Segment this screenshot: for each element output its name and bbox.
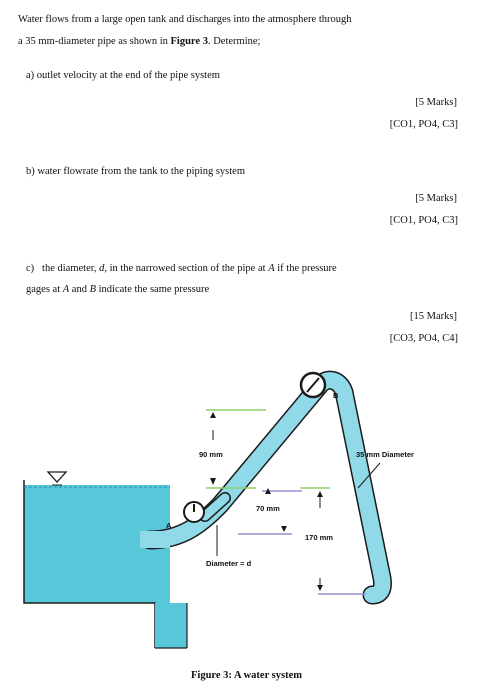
label-170mm: 170 mm	[305, 533, 333, 542]
question-c-line-1	[26, 263, 337, 276]
question-c-A2: A	[62, 284, 70, 295]
question-c-B: B	[89, 284, 97, 295]
question-b-text: water flowrate from the tank to the piping system	[37, 166, 245, 177]
dim-170-arrowhead-down	[317, 585, 323, 591]
question-b-co: [CO1, PO4, C3]	[389, 215, 458, 226]
question-c-A: A	[268, 263, 275, 274]
dim-170-arrowhead-up	[317, 491, 323, 497]
intro-line-2	[18, 36, 260, 49]
intro-line-1	[18, 14, 352, 27]
dim-90-arrowhead-up	[210, 412, 216, 418]
question-c-l1-pre: the diameter,	[42, 263, 100, 274]
question-c-co: [CO3, PO4, C4]	[389, 333, 458, 344]
figure-reference: Figure 3	[170, 36, 208, 47]
question-b-marks: [5 Marks]	[415, 193, 457, 204]
question-c-marks: [15 Marks]	[410, 311, 457, 322]
question-a-prefix: a)	[26, 70, 35, 81]
label-b: B	[333, 391, 339, 400]
water-system-figure	[0, 360, 493, 660]
free-surface-marker-icon	[48, 472, 66, 482]
label-90mm: 90 mm	[199, 450, 223, 459]
intro-line-2-post: . Determine;	[207, 36, 261, 47]
question-a-marks: [5 Marks]	[415, 97, 457, 108]
dim-90-arrowhead-down	[210, 478, 216, 485]
question-a	[26, 70, 220, 83]
question-a-co: [CO1, PO4, C3]	[389, 119, 458, 130]
label-70mm: 70 mm	[256, 504, 280, 513]
intro-line-1-text: Water flows from a large open tank and discharges into the atmosphere through	[18, 14, 352, 25]
label-diameter-d: Diameter = d	[206, 559, 252, 568]
tank-outlet	[155, 603, 187, 648]
figure-caption: Figure 3: A water system	[190, 670, 302, 681]
question-c-l2-mid: and	[69, 284, 90, 295]
question-b-prefix: b)	[26, 166, 35, 177]
question-a-text: outlet velocity at the end of the pipe system	[36, 70, 220, 81]
label-a: A	[166, 521, 172, 530]
question-c-l2-pre: gages at	[26, 284, 63, 295]
question-b	[26, 166, 245, 179]
question-c-d: d	[99, 263, 105, 274]
question-c-line-2	[26, 284, 209, 297]
intro-line-2-pre: a 35 mm-diameter pipe as shown in	[18, 36, 171, 47]
question-c-l1-post: if the pressure	[274, 263, 337, 274]
pipe-body	[150, 380, 383, 595]
question-c-l2-post: indicate the same pressure	[96, 284, 210, 295]
dim-70-arrowhead-down	[281, 526, 287, 532]
question-c-prefix: c)	[26, 263, 35, 274]
pipe-inlet	[140, 531, 170, 548]
label-35mm-diameter: 35 mm Diameter	[356, 450, 414, 459]
question-c-l1-mid: , in the narrowed section of the pipe at	[104, 263, 269, 274]
